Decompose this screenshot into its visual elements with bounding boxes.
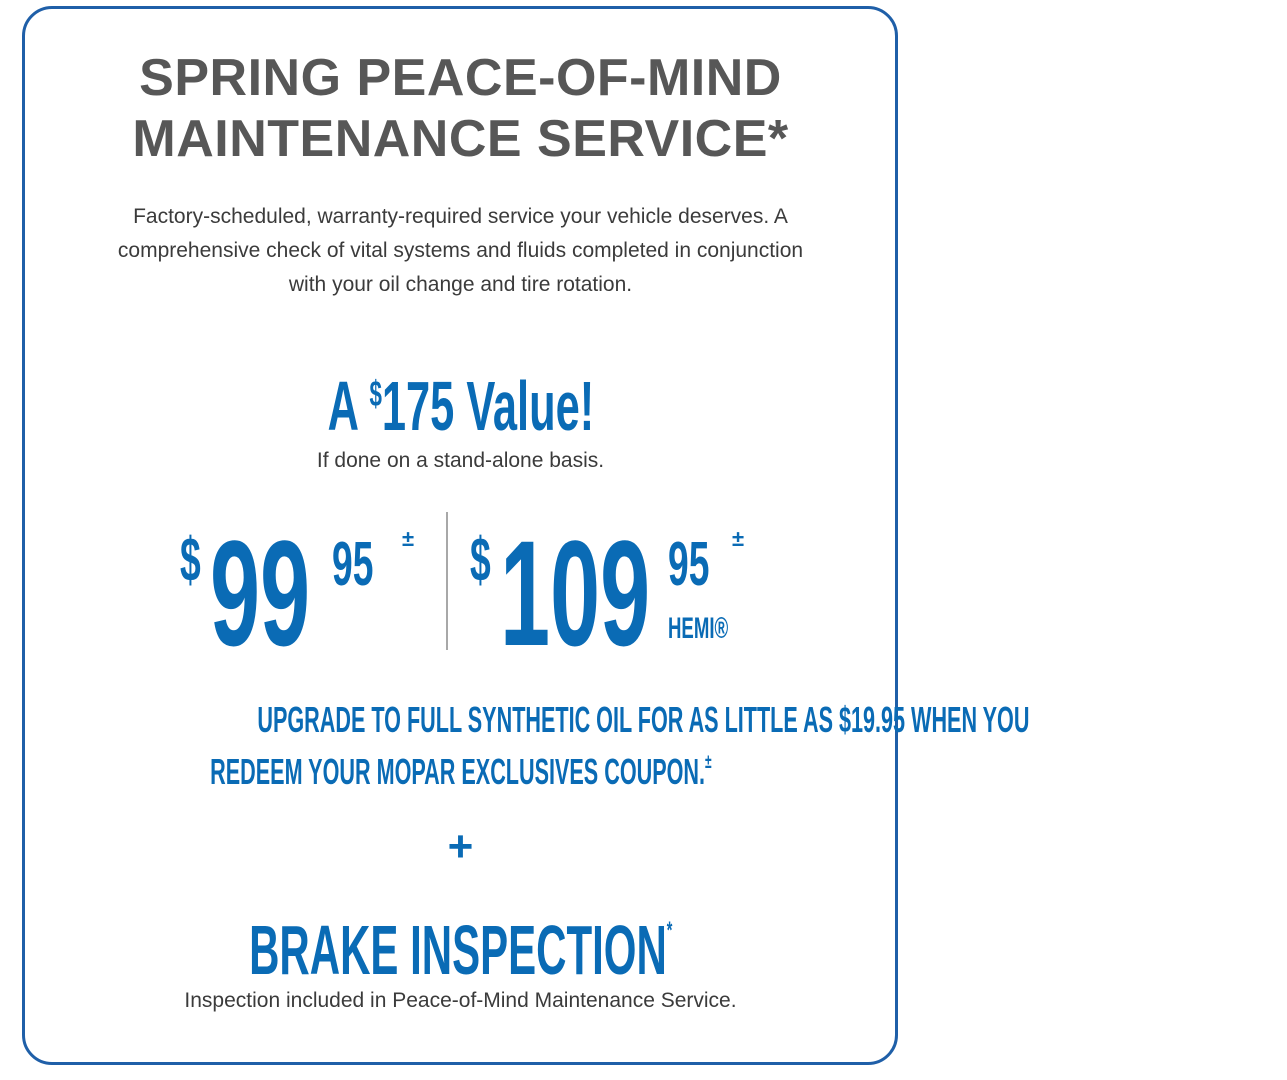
price-standard-dollars: 99 (210, 509, 311, 677)
value-amount: 175 Value! (381, 367, 594, 445)
price-standard (180, 509, 420, 677)
price-standard-cents: 95 (332, 530, 374, 599)
description-line-1: Factory-scheduled, warranty-required service your vehicle deserves. A (133, 205, 788, 228)
brake-inspection-heading (0, 890, 921, 991)
upgrade-line-1: UPGRADE TO FULL SYNTHETIC OIL FOR AS LITTLE AS $19.95 WHEN YOU (257, 699, 1030, 740)
value-basis-note: If done on a stand-alone basis. (316, 449, 605, 472)
value-prefix: A (327, 367, 357, 445)
upgrade-line-2: REDEEM YOUR MOPAR EXCLUSIVES COUPON. (209, 751, 705, 792)
title-line-1: SPRING PEACE-OF-MIND (139, 49, 782, 107)
price-hemi-cents: 95 (668, 530, 710, 599)
price-hemi-mark: ± (732, 526, 745, 551)
upgrade-mark: ± (704, 751, 712, 773)
price-hemi-label: HEMI® (668, 612, 729, 645)
price-standard-currency: $ (180, 526, 201, 595)
value-currency: $ (369, 373, 382, 414)
brake-mark: * (666, 917, 673, 944)
value-headline (0, 354, 921, 446)
brake-note: Inspection included in Peace-of-Mind Maintenance Service. (184, 989, 737, 1012)
brake-title: BRAKE INSPECTION (248, 911, 667, 989)
price-divider (446, 512, 448, 650)
page-title (0, 48, 921, 170)
service-description (60, 200, 861, 302)
price-hemi (470, 509, 760, 677)
price-hemi-dollars: 109 (500, 509, 651, 677)
plus-icon: + (447, 822, 474, 871)
description-line-2: comprehensive check of vital systems and fluids completed in conjunction (117, 239, 804, 262)
price-standard-mark: ± (402, 526, 415, 551)
description-line-3: with your oil change and tire rotation. (288, 273, 633, 296)
price-hemi-currency: $ (470, 526, 491, 595)
title-line-2: MAINTENANCE SERVICE* (132, 110, 789, 168)
upgrade-offer (0, 698, 1030, 793)
